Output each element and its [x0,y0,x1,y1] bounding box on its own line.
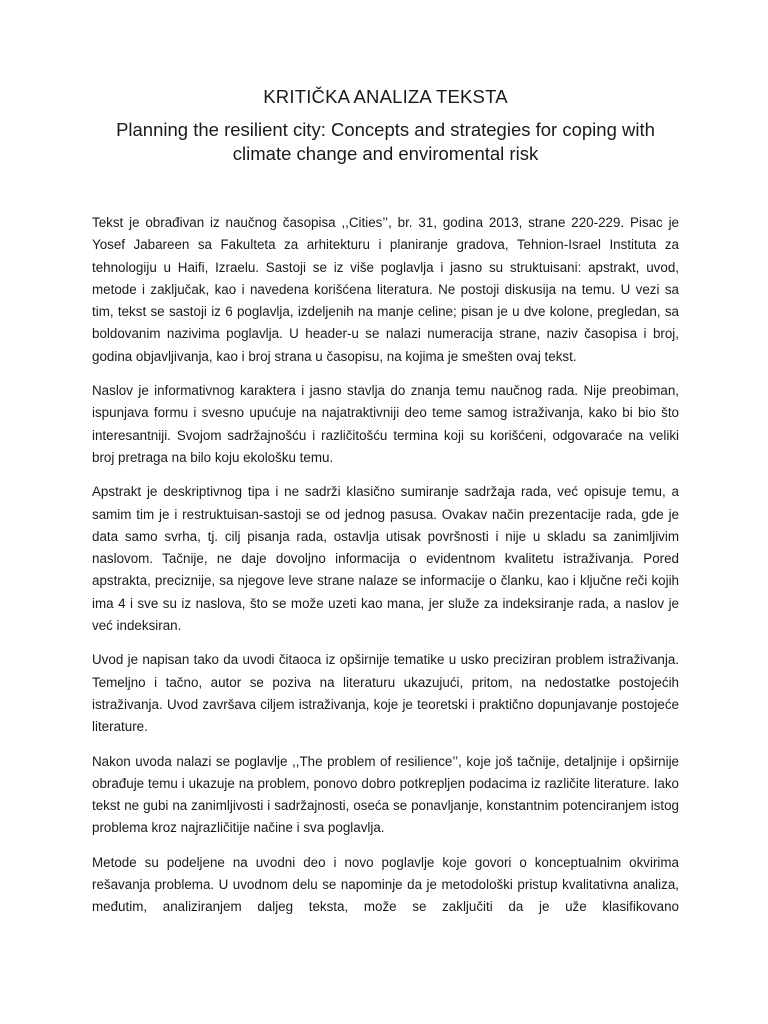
paragraph-abstract-analysis: Apstrakt je deskriptivnog tipa i ne sadrži klasično sumiranje sadržaja rada, već opisuje temu, a samim tim je i restruktuisan-sastoji se od jednog pasusa. Ovakav način prezentacije rada, gde je data samo svrha, tj. cilj pisanja rada, ostavlja utisak površnosti i nije u skladu sa zanimljivim naslovom. Tačnije, ne daje dovoljno informacija o evidentnom kvalitetu istraživanja. Pored apstrakta, preciznije, sa njegove leve strane nalaze se informacije o članku, kao i ključne reči kojih ima 4 i sve su iz naslova, što se može uzeti kao mana, jer služe za indeksiranje rada, a naslov je već indeksiran. [92,484,679,634]
paragraph-title-analysis: Naslov je informativnog karaktera i jasno stavlja do znanja temu naučnog rada. Nije preobiman, ispunjava formu i svesno upućuje na najatraktivniji deo teme samog istraživanja, kako bi bio što interesantniji. Svojom sadržajnošću i različitošću termina koji su korišćeni, odgovaraće na veliki broj pretraga na bilo koju ekološku temu. [92,383,679,465]
document-page [92,0,679,931]
paragraph-methods-analysis: Metode su podeljene na uvodni deo i novo poglavlje koje govori o konceptualnim okvirima rešavanja problema. U uvodnom delu se napominje da je metodološki pristup kvalitativna analiza, međutim, analiziranjem daljeg teksta, može se zaključiti da je uže klasifikovano [92,854,679,915]
document-title: KRITIČKA ANALIZA TEKSTA [263,86,508,107]
paragraph-source: Tekst je obrađivan iz naučnog časopisa ,,Cities’’, br. 31, godina 2013, strane 220-229. Pisac je Yosef Jabareen sa Fakulteta za arhitekturu i planiranje gradova, Tehnion-Israel Instituta za tehnologiju u Haifi, Izraelu. Sastoji se iz više poglavlja i jasno su struktuisani: apstrakt, uvod, metode i zaključak, kao i navedena korišćena literatura. Ne postoji diskusija na temu. U vezi sa tim, tekst se sastoji iz 6 poglavlja, izdeljenih na manje celine; pisan je u dve kolone, pregledan, sa boldovanim nazivima poglavlja. U header-u se nalazi numeracija strane, naziv časopisa i broj, godina objavljivanja, kao i broj strana u časopisu, na kojima je smešten ovaj tekst. [92,215,679,364]
document-body [92,212,679,919]
document-subtitle: Planning the resilient city: Concepts and strategies for coping with climate change and enviromental risk [116,119,655,164]
paragraph-introduction-analysis: Uvod je napisan tako da uvodi čitaoca iz opširnije tematike u usko preciziran problem istraživanja. Temeljno i tačno, autor se poziva na literaturu ukazujući, pritom, na nedostatke postojećih istraživanja. Uvod završava ciljem istraživanja, koje je teoretski i praktično dopunjavanje postojeće literature. [92,652,679,735]
paragraph-resilience-chapter: Nakon uvoda nalazi se poglavlje ,,The problem of resilience’’, koje još tačnije, detaljnije i opširnije obrađuje temu i ukazuje na problem, ponovo dobro potkrepljen podacima iz različite literature. Iako tekst ne gubi na zanimljivosti i sadržajnosti, oseća se ponavljanje, konstantnim potenciranjem istog problema kroz najrazličitije načine i sva poglavlja. [92,753,679,836]
